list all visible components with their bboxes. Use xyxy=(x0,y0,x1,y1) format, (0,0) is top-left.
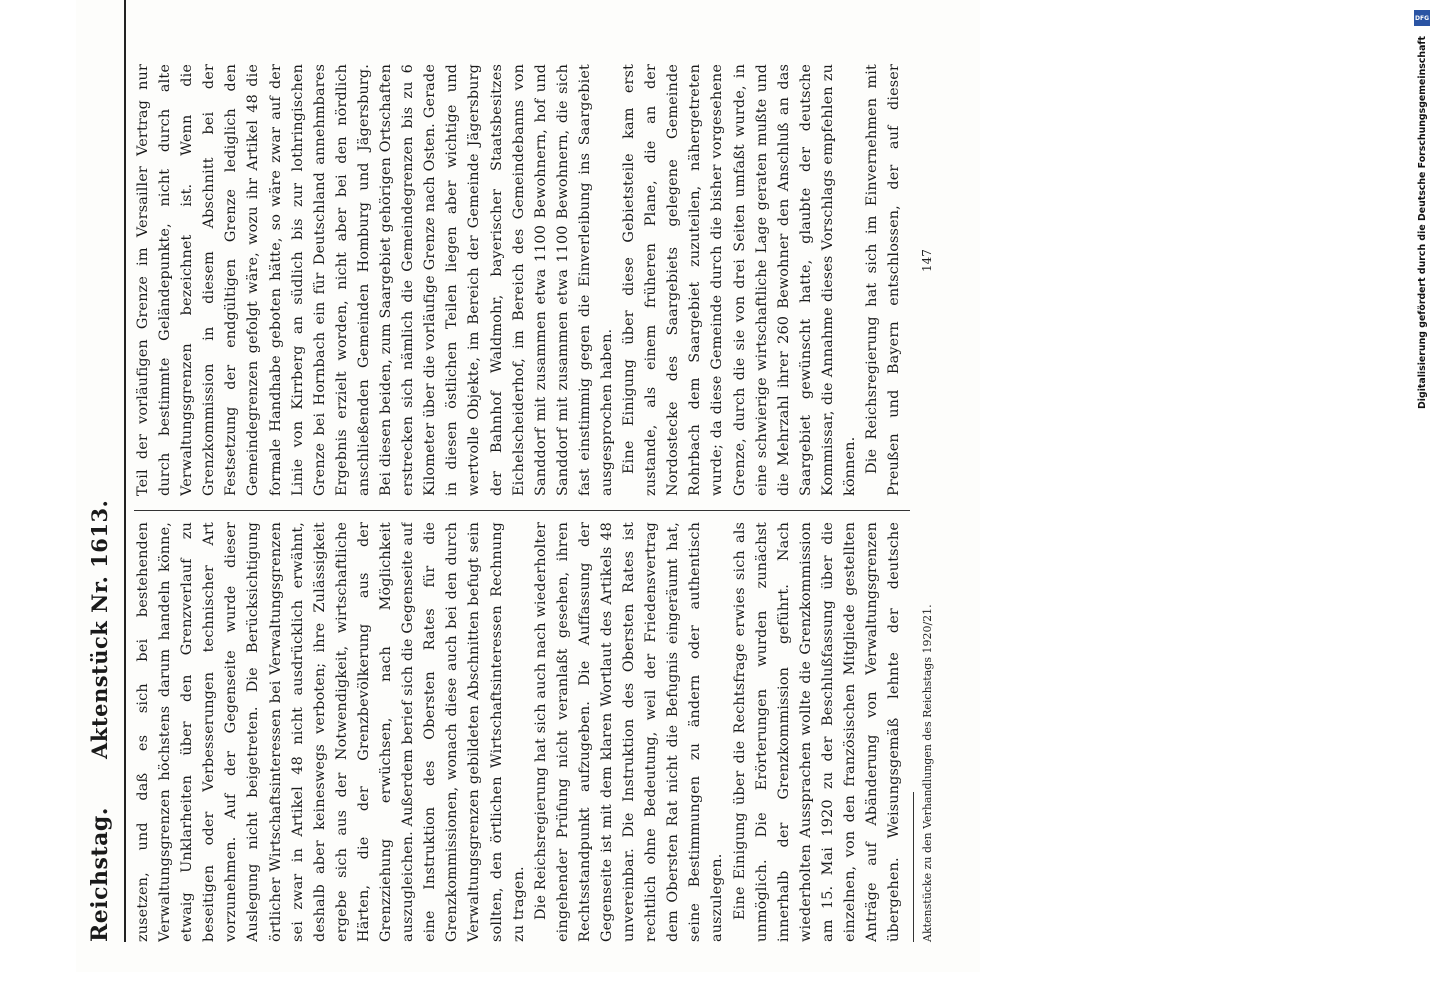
right-paragraph-3: Die Reichsregierung hat sich im Einvernehmen mit Preußen und Bayern entschlossen, der auf dieser xyxy=(864,64,903,496)
document-number: Aktenstück Nr. 1613. xyxy=(87,499,112,759)
right-column xyxy=(132,64,908,496)
running-head xyxy=(84,0,124,942)
digitization-stamp xyxy=(1410,6,1434,946)
dfg-logo-icon: DFG xyxy=(1414,10,1430,26)
header-rule xyxy=(124,0,126,942)
right-paragraph-1: Teil der vorläufigen Grenze im Versailler Vertrag nur durch bestimmte Geländepunkte, nicht durch alte Verwaltungsgrenzen bezeichnet ist. Wenn die Grenzkommission in diesem Abschnitt bei der Festsetzung der endgültigen Grenze lediglich den Gemeindegrenzen gefolgt wäre, wozu ihr Artikel 48 die formale Handhabe geboten hätte, so wäre zwar auf der Linie von Kirrberg an südlich bis zur lothringischen Grenze bei Hornbach ein für Deutschland annehmbares Ergebnis erzielt worden, nicht aber bei den nördlich anschließenden Gemeinden Homburg und Jägersburg. Bei diesen beiden, zum Saargebiet gehörigen Ortschaften erstrecken sich nämlich die Gemeindegrenzen bis zu 6 Kilometer über die vorläufige Grenze nach Osten. Gerade in diesen östlichen Teilen liegen aber wichtige und wertvolle Objekte, im Bereich der Gemeinde Jägersburg der Bahnhof Waldmohr, bayerischer Staatsbesitzes Eichelscheiderhof, im Bereich des Gemeindebanns von Sanddorf mit zusammen etwa 1100 Bewohnern, hof und Sanddorf mit zusammen etwa 1100 Bewohnern, die sich fast einstimmig gegen die Einverleibung ins Saargebiet ausgesprochen haben. xyxy=(135,64,615,496)
left-paragraph-2: Die Reichsregierung hat sich auch nach wiederholter eingehender Prüfung nicht veranlaßt gesehen, ihren Rechtsstandpunkt aufzugeben. Die Auffassung der Gegenseite ist mit dem klaren Wortlaut des Artikels 48 unvereinbar. Die Instruktion des Obersten Rates ist rechtlich ohne Bedeutung, weil der Friedensvertrag dem Obersten Rat nicht die Befugnis eingeräumt hat, seine Bestimmungen zu ändern oder authentisch auszulegen. xyxy=(532,522,726,942)
running-head-title: Reichstag. xyxy=(87,807,113,942)
column-divider xyxy=(134,510,910,511)
footnote: Aktenstücke zu den Verhandlungen des Reichstags 1920/21. xyxy=(921,604,934,942)
left-paragraph-3: Eine Einigung über die Rechtsfrage erwies sich als unmöglich. Die Erörterungen wurden zunächst innerhalb der Grenzkommission geführt. Nach wiederholten Aussprachen wollte die Grenzkommission am 15. Mai 1920 zu der Beschlußfassung über die einzelnen, von den französischen Mitgliede gestellten Anträge auf Abänderung von Verwaltungsgrenzen übergehen. Weisungsgemäß lehnte der deutsche xyxy=(731,522,903,942)
footnote-rule xyxy=(913,792,914,942)
folio-number: 147 xyxy=(920,249,934,272)
left-column xyxy=(132,522,908,942)
running-head-left xyxy=(87,500,113,942)
right-paragraph-2: Eine Einigung über diese Gebietsteile kam erst zustande, als einem früheren Plane, die an der Nordostecke des Saargebiets gelegene Gemeinde Rohrbach dem Saargebiet zuzuteilen, nähergetreten wurde; da diese Gemeinde durch die bisher vorgesehene Grenze, durch die sie von drei Seiten umfaßt wurde, in eine schwierige wirtschaftliche Lage geraten mußte und die Mehrzahl ihrer 260 Bewohner den Anschluß an das Saargebiet gewünscht hatte, glaubte der deutsche Kommissar, die Annahme dieses Vorschlags empfehlen zu können. xyxy=(621,64,858,496)
scanned-page xyxy=(76,0,980,972)
left-paragraph-1: zusetzen, und daß es sich bei bestehenden Verwaltungsgrenzen höchstens darum handeln könne, etwaig Unklarheiten über den Grenzverlauf zu beseitigen oder Verbesserungen technischer Art vorzunehmen. Auf der Gegenseite wurde dieser Auslegung nicht beigetreten. Die Berücksichtigung örtlicher Wirtschaftsinteressen bei Verwaltungsgrenzen sei zwar in Artikel 48 nicht ausdrücklich erwähnt, deshalb aber keineswegs verboten; ihre Zulässigkeit ergebe sich aus der Notwendigkeit, wirtschaftliche Härten, die der Grenzbevölkerung aus der Grenzziehung erwüchsen, nach Möglichkeit auszugleichen. Außerdem berief sich die Gegenseite auf eine Instruktion des Obersten Rates für die Grenzkommissionen, wonach diese auch bei den durch Verwaltungsgrenzen gebildeten Abschnitten befugt sein sollten, den örtlichen Wirtschaftsinteressen Rechnung zu tragen. xyxy=(135,522,527,942)
digitization-stamp-text: Digitalisierung gefördert durch die Deutsche Forschungsgemeinschaft xyxy=(1417,36,1428,410)
